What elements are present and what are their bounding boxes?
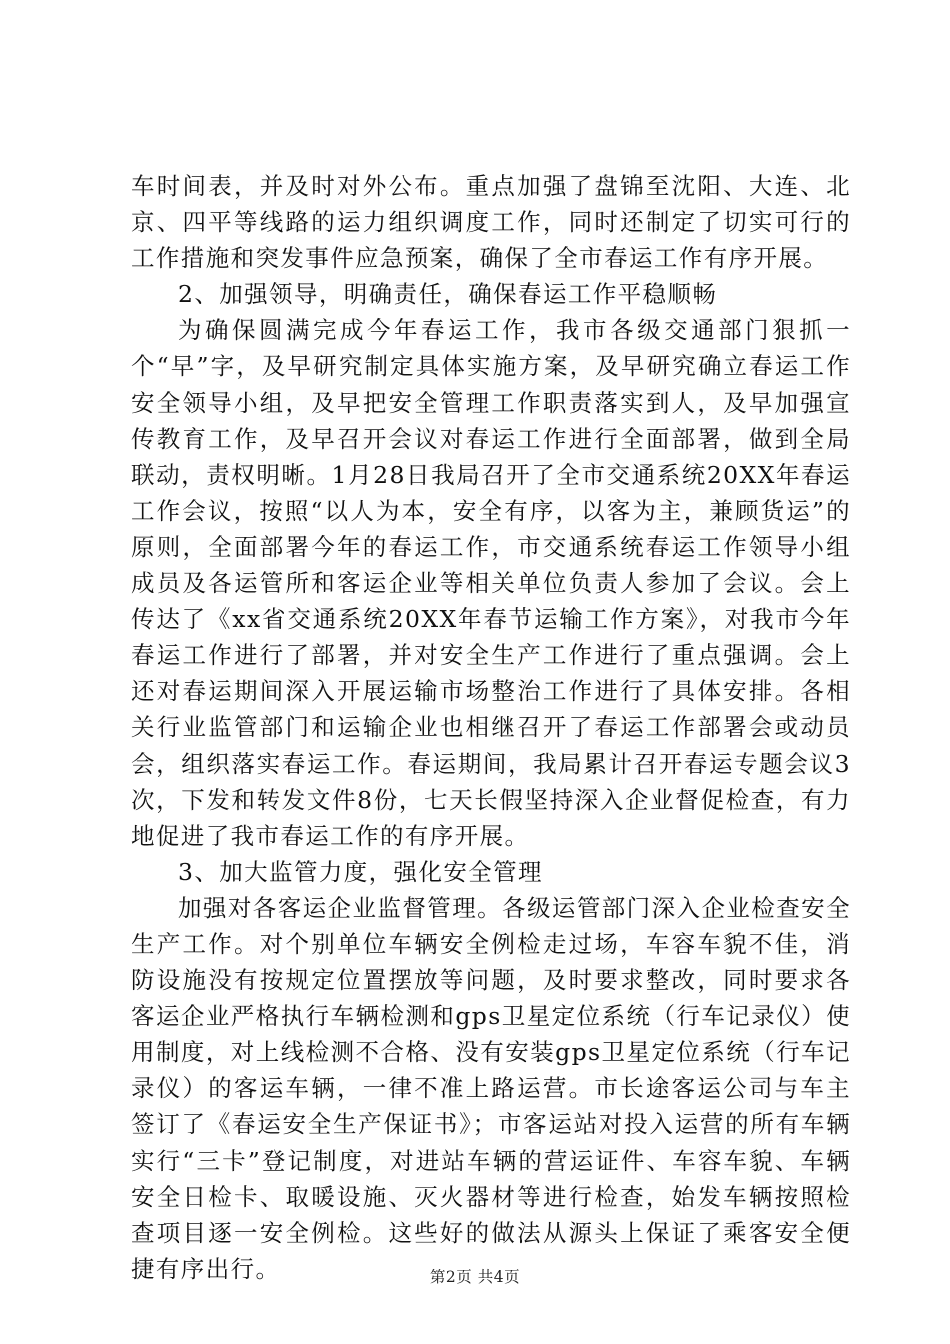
- paragraph-leadership: 为确保圆满完成今年春运工作，我市各级交通部门狠抓一个“早”字，及早研究制定具体实施方案，及早研究确立春运工作安全领导小组，及早把安全管理工作职责落实到人，及早加强宣传教育工作，及早召开会议对春运工作进行全面部署，做到全局联动，责权明晰。1月28日我局召开了全市交通系统20XX年春运工作会议，按照“以人为本，安全有序，以客为主，兼顾货运”的原则，全面部署今年的春运工作，市交通系统春运工作领导小组成员及各运管所和客运企业等相关单位负责人参加了会议。会上传达了《xx省交通系统20XX年春节运输工作方案》，对我市今年春运工作进行了部署，并对安全生产工作进行了重点强调。会上还对春运期间深入开展运输市场整治工作进行了具体安排。各相关行业监管部门和运输企业也相继召开了春运工作部署会或动员会，组织落实春运工作。春运期间，我局累计召开春运专题会议3次，下发和转发文件8份，七天长假坚持深入企业督促检查，有力地促进了我市春运工作的有序开展。: [131, 316, 851, 850]
- section-heading-2: 2、加强领导，明确责任，确保春运工作平稳顺畅: [178, 280, 718, 309]
- section-heading-3: 3、加大监管力度，强化安全管理: [178, 857, 543, 886]
- document-body: [131, 168, 851, 1287]
- paragraph-supervision: 加强对各客运企业监督管理。各级运管部门深入企业检查安全生产工作。对个别单位车辆安全例检走过场，车容车貌不佳，消防设施没有按规定位置摆放等问题，及时要求整改，同时要求各客运企业严格执行车辆检测和gps卫星定位系统（行车记录仪）使用制度，对上线检测不合格、没有安装gps卫星定位系统（行车记录仪）的客运车辆，一律不准上路运营。市长途客运公司与车主签订了《春运安全生产保证书》；市客运站对投入运营的所有车辆实行“三卡”登记制度，对进站车辆的营运证件、车容车貌、车辆安全日检卡、取暖设施、灭火器材等进行检查，始发车辆按照检查项目逐一安全例检。这些好的做法从源头上保证了乘客安全便捷有序出行。: [131, 893, 851, 1283]
- paragraph-continuation: 车时间表，并及时对外公布。重点加强了盘锦至沈阳、大连、北京、四平等线路的运力组织调度工作，同时还制定了切实可行的工作措施和突发事件应急预案，确保了全市春运工作有序开展。: [131, 172, 851, 273]
- page-number-footer: 第2页 共4页: [429, 1268, 521, 1286]
